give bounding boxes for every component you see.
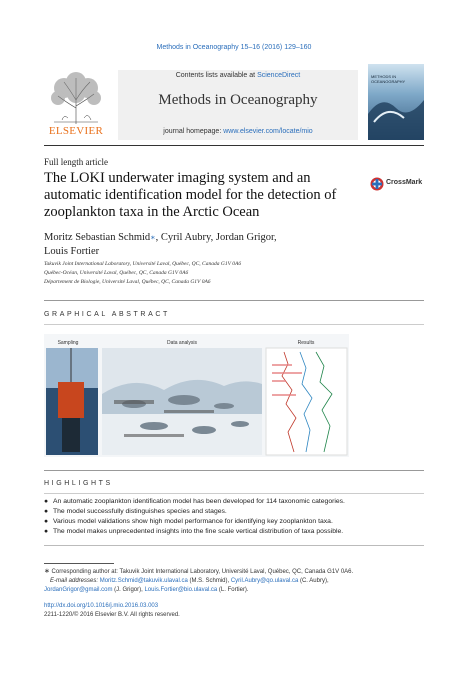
contents-line — [118, 72, 358, 79]
bullet-icon: ● — [44, 528, 49, 535]
journal-title: Methods in Oceanography — [158, 92, 318, 108]
affiliation-3: Département de Biologie, Université Laval, Québec, QC, Canada G1V 0A6 — [44, 279, 211, 285]
journal-reference[interactable]: Methods in Oceanography 15–16 (2016) 129–160 — [156, 44, 312, 51]
affiliation-1: Takuvik Joint International Laboratory, Université Laval, Québec, QC, Canada G1V 0A6 — [44, 261, 242, 267]
section-rule — [44, 324, 424, 325]
section-rule — [44, 300, 424, 301]
affiliation-2: Québec-Océan, Université Laval, Québec, QC, Canada G1V 0A6 — [44, 270, 189, 276]
article-type: Full length article — [44, 157, 108, 167]
highlight-text: Various model validations show high model performance for identifying key zooplankton taxa. — [53, 518, 333, 525]
homepage-link[interactable]: www.elsevier.com/locate/mio — [223, 128, 313, 135]
homepage-prefix: journal homepage: — [163, 128, 224, 135]
author-list — [44, 231, 364, 259]
ga-label-results: Results — [297, 340, 315, 346]
sciencedirect-link[interactable]: ScienceDirect — [257, 72, 301, 79]
highlight-text: An automatic zooplankton identification model has been developed for 114 taxonomic categories. — [53, 498, 345, 505]
author-4: Louis Fortier — [44, 246, 100, 257]
list-item — [44, 527, 424, 537]
corresponding-author-note — [44, 567, 434, 577]
email-link[interactable]: Louis.Fortier@bio.ulaval.ca — [144, 587, 218, 593]
copyright-line: 2211-1220/© 2016 Elsevier B.V. All rights reserved. — [44, 612, 180, 618]
footnote — [44, 567, 434, 595]
corresponding-author-mark[interactable]: ∗ — [150, 233, 156, 242]
crossmark-badge[interactable] — [370, 174, 426, 194]
cover-title: METHODS IN OCEANOGRAPHY — [371, 74, 406, 84]
email-label: E-mail addresses: — [50, 578, 99, 584]
highlight-text: The model makes unprecedented insights into the fine scale vertical distribution of taxa possible. — [53, 528, 344, 535]
email-addresses — [44, 577, 434, 586]
graphical-abstract-heading: GRAPHICAL ABSTRACT — [44, 311, 170, 318]
crossmark-icon — [370, 177, 384, 191]
header-rule — [44, 145, 424, 146]
email-addresses-continued — [44, 586, 434, 595]
list-item — [44, 497, 424, 507]
list-item — [44, 517, 424, 527]
footnote-rule — [44, 563, 114, 564]
section-rule — [44, 493, 424, 494]
ga-label-data-analysis: Data analysis — [166, 340, 198, 346]
section-rule — [44, 470, 424, 471]
email-link[interactable]: Moritz.Schmid@takuvik.ulaval.ca — [99, 578, 188, 584]
author-1: Moritz Sebastian Schmid — [44, 232, 151, 243]
article-title: The LOKI underwater imaging system and an automatic identification model for the detection of zooplankton taxa in the Arctic Ocean — [44, 170, 337, 220]
elsevier-wordmark: ELSEVIER — [48, 125, 104, 137]
email-owner: (M.S. Schmid), — [187, 578, 231, 584]
doi-link[interactable]: http://dx.doi.org/10.1016/j.mio.2016.03.003 — [44, 603, 159, 609]
list-item — [44, 507, 424, 517]
corresponding-text: Corresponding author at: Takuvik Joint International Laboratory, Université Laval, Québec, QC, Canada G1V 0A6. — [51, 569, 354, 575]
authors-rest: , Cyril Aubry, Jordan Grigor, — [155, 232, 277, 243]
crossmark-label: CrossMark — [386, 179, 423, 186]
section-rule — [44, 545, 424, 546]
email-owner: (C. Aubry), — [298, 578, 329, 584]
footnote-mark: ∗ — [44, 568, 50, 575]
graphical-abstract-figure — [44, 334, 349, 457]
email-owner: (J. Grigor), — [112, 587, 145, 593]
highlights-list — [44, 497, 424, 537]
homepage-line — [118, 128, 358, 135]
contents-prefix: Contents lists available at — [175, 72, 258, 79]
email-link[interactable]: JordanGrigor@gmail.com — [44, 587, 113, 593]
bullet-icon: ● — [44, 508, 49, 515]
ga-label-sampling: Sampling — [57, 340, 79, 346]
bullet-icon: ● — [44, 498, 49, 505]
bullet-icon: ● — [44, 518, 49, 525]
highlight-text: The model successfully distinguishes species and stages. — [53, 508, 227, 515]
highlights-heading: HIGHLIGHTS — [44, 480, 113, 487]
email-link[interactable]: Cyril.Aubry@qo.ulaval.ca — [230, 578, 299, 584]
email-owner: (L. Fortier). — [217, 587, 249, 593]
